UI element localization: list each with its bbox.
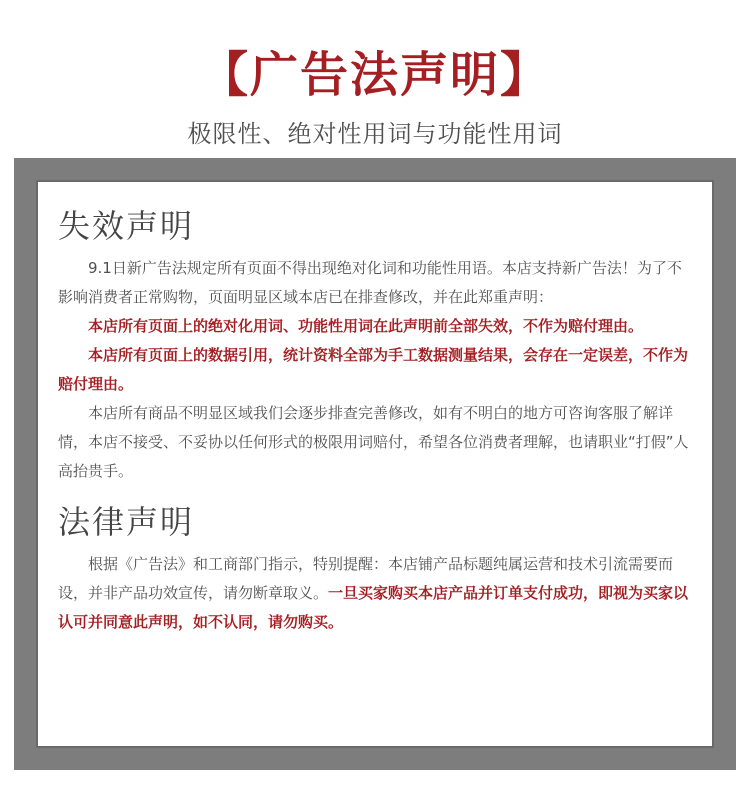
invalidation-closing-paragraph: 本店所有商品不明显区域我们会逐步排查完善修改，如有不明白的地方可咨询客服了解详情，本店不接受、不妥协以任何形式的极限用词赔付，希望各位消费者理解，也请职业“打假”人高抬贵手。 — [58, 404, 689, 480]
notice-frame — [14, 158, 736, 770]
section-spacer — [58, 486, 694, 500]
page-subtitle: 极限性、绝对性用词与功能性用词 — [187, 120, 563, 148]
legal-paragraph-normal: 根据《广告法》和工商部门指示，特别提醒：本店铺产品标题纯属运营和技术引流需要而设，并非产品功效宣传，请勿断章取义。 — [58, 555, 674, 602]
section-heading-legal: 法律声明 — [58, 503, 195, 541]
notice-card — [36, 180, 714, 748]
legal-paragraph-emphasis: 一旦买家购买本店产品并订单支付成功，即视为买家以认可并同意此声明，如不认同，请勿购买。 — [58, 584, 689, 631]
invalidation-absolute-terms-paragraph: 本店所有页面上的绝对化用词、功能性用词在此声明前全部失效，不作为赔付理由。 — [88, 317, 644, 335]
page-title: 【广告法声明】 — [199, 47, 550, 103]
invalidation-intro-paragraph: 9.1日新广告法规定所有页面不得出现绝对化词和功能性用语。本店支持新广告法！为了不影响消费者正常购物，页面明显区域本店已在排查修改，并在此郑重声明： — [58, 259, 682, 306]
invalidation-data-reference-paragraph: 本店所有页面上的数据引用，统计资料全部为手工数据测量结果，会存在一定误差，不作为赔付理由。 — [58, 346, 689, 393]
legal-paragraph — [58, 550, 694, 637]
section-heading-invalidation: 失效声明 — [58, 207, 195, 245]
